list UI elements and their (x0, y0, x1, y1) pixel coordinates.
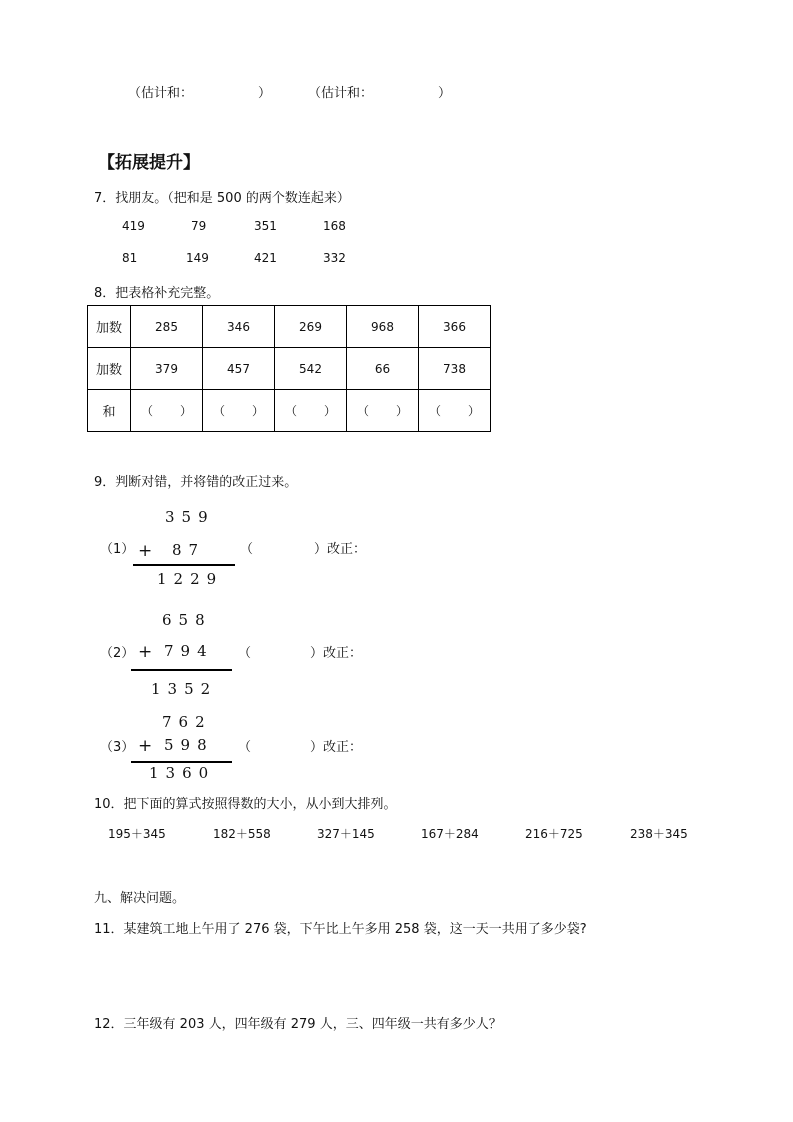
table-cell: 285 (131, 306, 203, 348)
paren-open: （ (429, 404, 442, 418)
q7-text: 7．找朋友。（把和是 500 的两个数连起来） (94, 191, 350, 206)
q11-text: 11．某建筑工地上午用了 276 袋，下午比上午多用 258 袋，这一天一共用了多少袋? (94, 922, 587, 937)
vertical-top-number: 762 (162, 713, 212, 731)
row-header: 和 (88, 390, 131, 432)
q7-number: 149 (186, 251, 209, 265)
judge-open: （ (240, 542, 254, 557)
expression: 238＋345 (630, 827, 688, 841)
vertical-result: 1352 (151, 680, 218, 698)
q7-number: 351 (254, 219, 277, 233)
sum-answer-cell[interactable] (131, 390, 203, 432)
paren-close: ） (395, 404, 408, 418)
q7-number: 79 (191, 219, 207, 233)
paren-close: ） (251, 404, 264, 418)
section-heading: 九、解决问题。 (94, 891, 186, 906)
sum-line (133, 564, 235, 566)
q9-text: 9．判断对错，并将错的改正过来。 (94, 475, 298, 490)
expression: 195＋345 (108, 827, 166, 841)
table-row (88, 306, 491, 348)
estimate-close-1: ） (258, 86, 272, 101)
q7-number: 421 (254, 251, 277, 265)
plus-sign: + (138, 736, 160, 756)
table-cell: 457 (203, 348, 275, 390)
paren-open: （ (357, 404, 370, 418)
vertical-second-number: 87 (172, 541, 206, 559)
q7-number: 419 (122, 219, 145, 233)
expression: 167＋284 (421, 827, 479, 841)
paren-close: ） (467, 404, 480, 418)
vertical-second-number: 598 (164, 736, 214, 754)
vertical-result: 1360 (149, 764, 216, 782)
addition-table (87, 305, 491, 432)
vertical-top-number: 359 (165, 508, 215, 526)
item-label: （1） (100, 542, 135, 557)
expression: 182＋558 (213, 827, 271, 841)
vertical-second-number: 794 (164, 642, 214, 660)
table-cell: 379 (131, 348, 203, 390)
sum-line (131, 669, 232, 671)
estimate-open-1: （估计和： (128, 86, 194, 101)
table-cell: 542 (275, 348, 347, 390)
section-title: 【拓展提升】 (98, 153, 200, 173)
table-row (88, 348, 491, 390)
sum-answer-cell[interactable] (419, 390, 491, 432)
row-header: 加数 (88, 348, 131, 390)
estimate-open-2: （估计和： (308, 86, 374, 101)
paren-close: ） (323, 404, 336, 418)
item-label: （3） (100, 740, 135, 755)
table-cell: 366 (419, 306, 491, 348)
plus-sign: + (138, 642, 160, 662)
estimate-close-2: ） (438, 86, 452, 101)
sum-answer-cell[interactable] (203, 390, 275, 432)
q10-text: 10．把下面的算式按照得数的大小，从小到大排列。 (94, 797, 397, 812)
q7-number: 81 (122, 251, 138, 265)
paren-open: （ (141, 404, 154, 418)
paren-open: （ (213, 404, 226, 418)
expression: 327＋145 (317, 827, 375, 841)
sum-line (131, 761, 232, 763)
judge-open: （ (238, 646, 252, 661)
paren-open: （ (285, 404, 298, 418)
sum-answer-cell[interactable] (275, 390, 347, 432)
q12-text: 12．三年级有 203 人，四年级有 279 人，三、四年级一共有多少人？ (94, 1017, 502, 1032)
item-label: （2） (100, 646, 135, 661)
judge-open: （ (238, 740, 252, 755)
judge-close[interactable]: ）改正： (314, 542, 367, 557)
vertical-top-number: 658 (162, 611, 212, 629)
vertical-result: 1229 (157, 570, 224, 588)
row-header: 加数 (88, 306, 131, 348)
judge-close[interactable]: ）改正： (310, 646, 363, 661)
table-row (88, 390, 491, 432)
q7-number: 168 (323, 219, 346, 233)
judge-close[interactable]: ）改正： (310, 740, 363, 755)
paren-close: ） (179, 404, 192, 418)
q8-text: 8．把表格补充完整。 (94, 286, 220, 301)
q7-number: 332 (323, 251, 346, 265)
table-cell: 346 (203, 306, 275, 348)
table-cell: 738 (419, 348, 491, 390)
table-cell: 269 (275, 306, 347, 348)
plus-sign: + (138, 541, 160, 561)
table-cell: 968 (347, 306, 419, 348)
sum-answer-cell[interactable] (347, 390, 419, 432)
table-cell: 66 (347, 348, 419, 390)
expression: 216＋725 (525, 827, 583, 841)
